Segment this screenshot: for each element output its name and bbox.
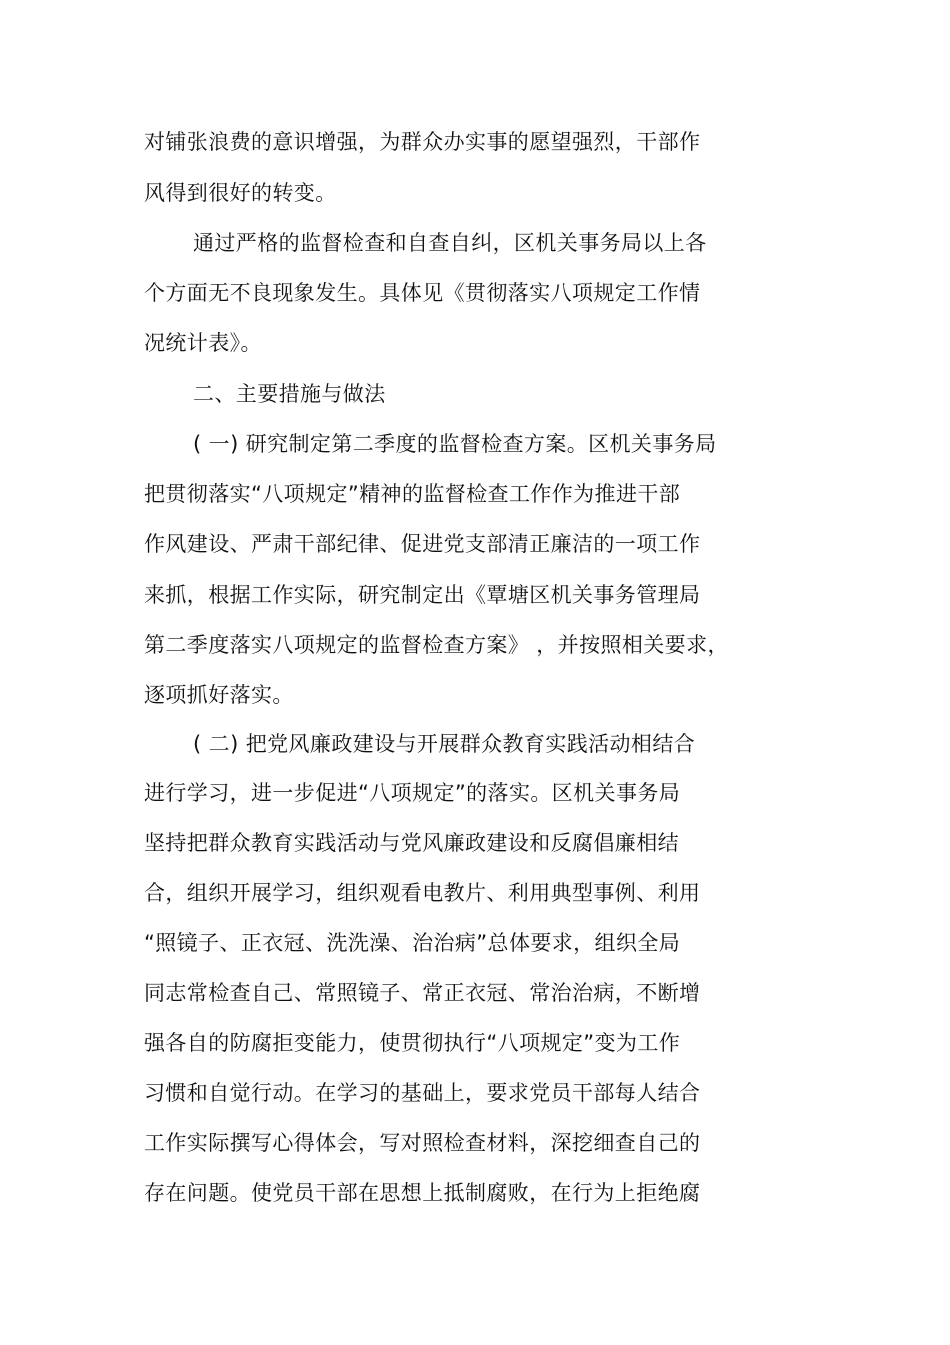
paragraph-line: 工作实际撰写心得体会，写对照检查材料，深挖细查自己的	[144, 1131, 701, 1155]
paragraph-line: 来抓，根据工作实际，研究制定出《覃塘区机关事务管理局	[144, 583, 701, 607]
paragraph-line: 况统计表》。	[144, 331, 262, 355]
paragraph-line: ( 二) 把党风廉政建设与开展群众教育实践活动相结合	[193, 732, 696, 756]
paragraph-line: 坚持把群众教育实践活动与党风廉政建设和反腐倡廉相结	[144, 831, 679, 855]
paragraph-line: 合，组织开展学习，组织观看电教片、利用典型事例、利用	[144, 881, 701, 905]
paragraph-line: 同志常检查自己、常照镜子、常正衣冠、常治治病，不断增	[144, 981, 701, 1005]
paragraph-line: ( 一) 研究制定第二季度的监督检查方案。区机关事务局	[193, 432, 717, 456]
paragraph-line: 对铺张浪费的意识增强，为群众办实事的愿望强烈，干部作	[144, 130, 701, 154]
paragraph-line: 第二季度落实八项规定的监督检查方案》 ，并按照相关要求，	[144, 633, 729, 657]
paragraph-line: 风得到很好的转变。	[144, 181, 337, 205]
paragraph-line: 通过严格的监督检查和自查自纠，区机关事务局以上各	[193, 231, 707, 255]
paragraph-line: 把贯彻落实“八项规定”精神的监督检查工作作为推进干部	[144, 482, 681, 506]
paragraph-line: “照镜子、正衣冠、洗洗澡、治治病”总体要求，组织全局	[144, 931, 681, 955]
paragraph-line: 强各自的防腐拒变能力，使贯彻执行“八项规定”变为工作	[144, 1031, 681, 1055]
section-heading: 二、主要措施与做法	[193, 382, 386, 406]
paragraph-line: 逐项抓好落实。	[144, 683, 294, 707]
paragraph-line: 存在问题。使党员干部在思想上抵制腐败，在行为上拒绝腐	[144, 1181, 701, 1205]
paragraph-line: 个方面无不良现象发生。具体见《贯彻落实八项规定工作情	[144, 281, 701, 305]
paragraph-line: 进行学习，进一步促进“八项规定”的落实。区机关事务局	[144, 781, 681, 805]
paragraph-line: 习惯和自觉行动。在学习的基础上，要求党员干部每人结合	[144, 1081, 701, 1105]
paragraph-line: 作风建设、严肃干部纪律、促进党支部清正廉洁的一项工作	[144, 532, 701, 556]
